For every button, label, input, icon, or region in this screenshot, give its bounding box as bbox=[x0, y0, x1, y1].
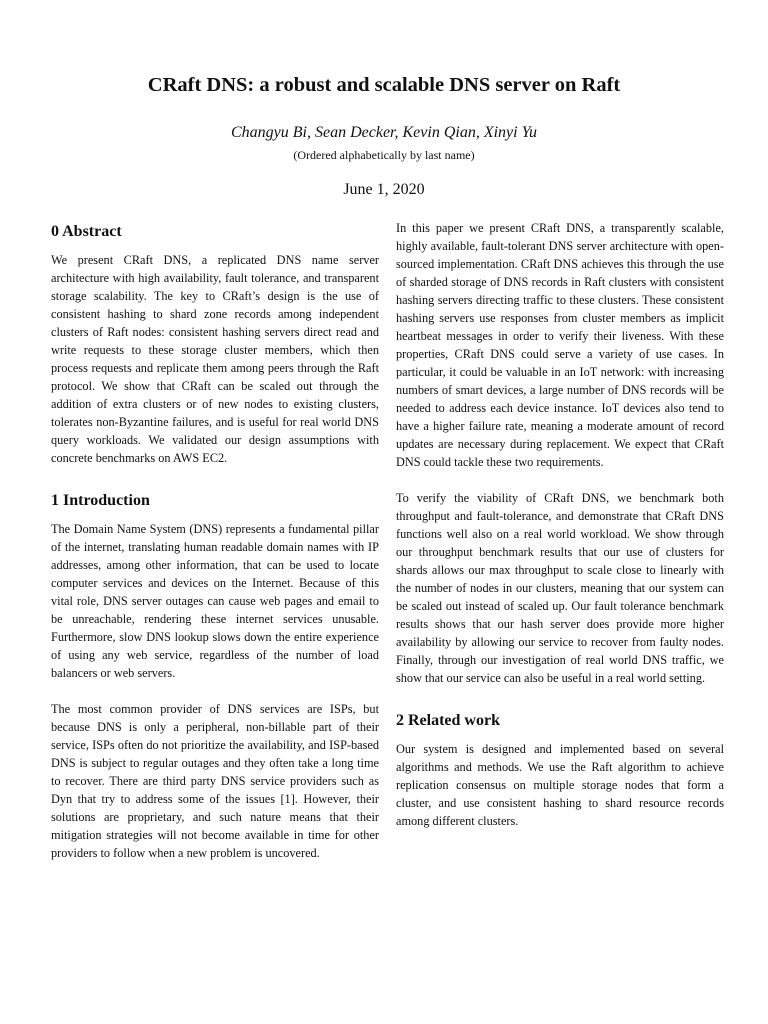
paper-authors: Changyu Bi, Sean Decker, Kevin Qian, Xinyi Yu bbox=[230, 124, 538, 141]
related-work-heading: 2 Related work bbox=[396, 712, 500, 729]
left-column bbox=[51, 221, 379, 862]
introduction-paragraph: The Domain Name System (DNS) represents a fundamental pillar of the internet, translating human readable domain names with IP addresses, among other information, that can be used to locate computer services and devices on the Internet. Because of this vital role, DNS server outages can cause web pages and email to be unreachable, rendering these internet services unusable. Furthermore, slow DNS lookup slows down the entire experience of using any web service, regardless of the number of load balancers or web servers. bbox=[51, 522, 379, 680]
abstract-section bbox=[51, 221, 379, 467]
introduction-paragraph: To verify the viability of CRaft DNS, we benchmark both throughput and fault-tolerance, and demonstrate that CRaft DNS functions well also on a real world workload. We show through our throughput benchmark results that our use of clusters for shards allows our max throughput to scale close to linearly with the number of nodes in our clusters, meaning that our system can be scaled out instead of scaled up. Our fault tolerance benchmark results shows that our hash server does provide more higher availability by allowing our service to recover from faulty nodes. Finally, through our investigation of real world DNS traffic, we show that our service can also be useful in a real world setting. bbox=[396, 491, 724, 685]
introduction-continued bbox=[396, 219, 724, 687]
introduction-heading: 1 Introduction bbox=[51, 492, 150, 509]
introduction-section bbox=[51, 490, 379, 862]
paper-title: CRaft DNS: a robust and scalable DNS server on Raft bbox=[147, 74, 621, 96]
abstract-heading: 0 Abstract bbox=[51, 223, 122, 240]
introduction-paragraph: In this paper we present CRaft DNS, a transparently scalable, highly available, fault-tolerant DNS server architecture with open-sourced implementation. CRaft DNS achieves this through the use of sharded storage of DNS records in Raft clusters with consistent hashing servers directing traffic to these clusters. These consistent hashing servers use responses from cluster members as implicit heartbeat messages in order to verify their liveness. With these properties, CRaft DNS could serve a variety of use cases. In particular, it could be valuable in an IoT network: with increasing numbers of smart devices, a large number of DNS records will be needed to address each device instance. IoT devices also tend to have a higher failure rate, meaning a moderate amount of record updates are necessary during replacement. We expect that CRaft DNS could tackle these two requirements. bbox=[396, 221, 724, 469]
related-work-text: Our system is designed and implemented based on several algorithms and methods. We use the Raft algorithm to achieve replication consensus on multiple storage nodes that form a cluster, and use consistent hashing to shard resource records among different clusters. bbox=[396, 742, 724, 828]
right-column bbox=[396, 219, 724, 830]
introduction-paragraph: The most common provider of DNS services are ISPs, but because DNS is only a peripheral, non-billable part of their service, ISPs often do not prioritize the availability, and ISP-based DNS is subject to regular outages and they often take a long time to recover. There are third party DNS service providers such as Dyn that try to address some of the issues [1]. However, their solutions are proprietary, and such nature means that their mitigation strategies will not become available in time for other providers to follow when a new problem is uncovered. bbox=[51, 702, 379, 860]
related-work-section bbox=[396, 710, 724, 830]
paper-date: June 1, 2020 bbox=[343, 181, 425, 198]
author-order-note: (Ordered alphabetically by last name) bbox=[293, 148, 475, 162]
abstract-text: We present CRaft DNS, a replicated DNS name server architecture with high availability, fault tolerance, and transparent storage scalability. The key to CRaft’s design is the use of consistent hashing to shard zone records among independent clusters of Raft nodes: consistent hashing servers direct read and write requests to these storage cluster members, which then process requests and replicate them among peers through the Raft protocol. We show that CRaft can be scaled out through the addition of extra clusters or of new nodes to existing clusters, tolerates non-Byzantine failures, and is useful for real world DNS query workloads. We validated our design assumptions with concrete benchmarks on AWS EC2. bbox=[51, 253, 379, 465]
